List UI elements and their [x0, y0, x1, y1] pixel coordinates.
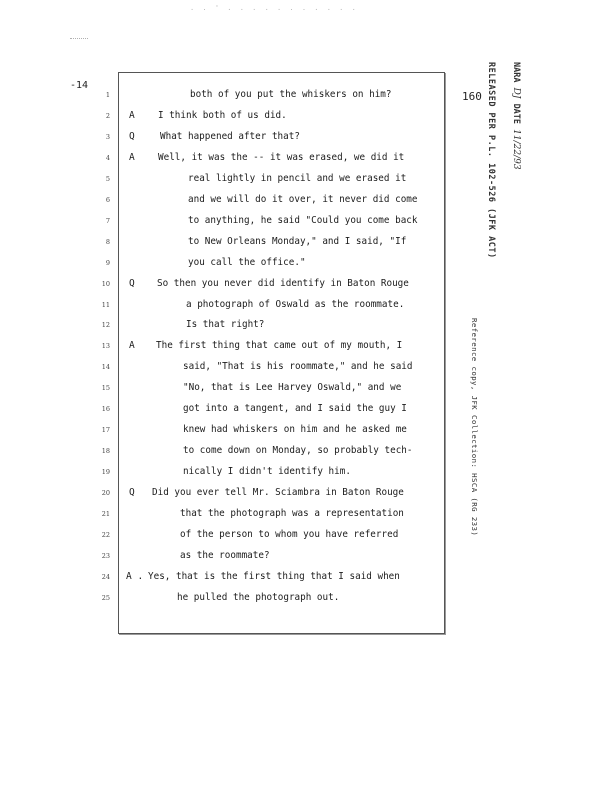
- reference-copy-note: Reference copy, JFK Collection: HSCA (RG 233): [470, 318, 479, 537]
- line-text: Yes, that is the first thing that I said when: [148, 570, 400, 582]
- line-number: 20: [101, 489, 110, 498]
- line-text: a photograph of Oswald as the roommate.: [186, 298, 405, 310]
- line-text: got into a tangent, and I said the guy I: [183, 403, 407, 415]
- line-number: 1: [105, 91, 110, 99]
- transcript-line: [0, 151, 470, 165]
- line-number: 24: [101, 572, 110, 581]
- side-page-label: -14: [70, 80, 89, 91]
- speaker-label: A: [129, 151, 135, 163]
- line-number: 2: [105, 111, 110, 120]
- line-number: 9: [105, 258, 110, 267]
- transcript-line: [0, 193, 470, 207]
- release-stamp: [485, 62, 496, 259]
- transcript-line: [0, 486, 470, 500]
- speaker-label: Q: [129, 487, 135, 499]
- page-number: 160: [462, 90, 482, 103]
- line-number: 25: [101, 593, 110, 602]
- transcript-line: [0, 130, 470, 144]
- line-number: 3: [105, 132, 110, 141]
- line-text: Well, it was the -- it was erased, we did it: [158, 151, 405, 163]
- transcript-line: [0, 109, 470, 123]
- transcript-line: [0, 549, 470, 563]
- speaker-label: A: [129, 109, 135, 121]
- line-number: 12: [101, 321, 110, 330]
- line-text: real lightly in pencil and we erased it: [188, 172, 407, 184]
- transcript-line: [0, 214, 470, 228]
- line-number: 16: [101, 405, 110, 414]
- transcript-line: [0, 591, 470, 605]
- speaker-label: Q: [129, 277, 135, 289]
- speaker-label: A: [129, 340, 135, 352]
- line-number: 5: [105, 174, 110, 183]
- date-value: 11/22/93: [511, 129, 521, 170]
- line-text: So then you never did identify in Baton Rouge: [157, 277, 409, 289]
- line-text: to New Orleans Monday," and I said, "If: [188, 235, 407, 247]
- line-text: "No, that is Lee Harvey Oswald," and we: [183, 382, 402, 394]
- transcript-line: [0, 570, 470, 584]
- line-number: 13: [101, 342, 110, 351]
- line-number: 11: [101, 300, 110, 309]
- line-number: 7: [105, 216, 110, 225]
- release-initials: DJ: [511, 87, 521, 99]
- line-text: as the roommate?: [180, 549, 270, 561]
- line-text: knew had whiskers on him and he asked me: [183, 424, 407, 436]
- line-number: 6: [105, 195, 110, 204]
- line-text: of the person to whom you have referred: [180, 528, 399, 540]
- transcript-line: [0, 465, 470, 479]
- transcript-line: [0, 298, 470, 312]
- transcript-line: [0, 88, 470, 102]
- transcript-line: [0, 339, 470, 353]
- speaker-label: Q: [129, 130, 135, 142]
- line-text: and we will do it over, it never did come: [188, 193, 418, 205]
- transcript-line: [0, 235, 470, 249]
- scan-mark: [70, 38, 88, 39]
- line-number: 18: [101, 447, 110, 456]
- line-text: Did you ever tell Mr. Sciambra in Baton Rouge: [152, 487, 404, 499]
- transcript-line: [0, 381, 470, 395]
- line-number: 21: [101, 510, 110, 518]
- line-number: 10: [101, 279, 110, 288]
- line-number: 14: [101, 363, 110, 372]
- line-text: Is that right?: [186, 319, 265, 331]
- line-number: 22: [101, 530, 110, 539]
- release-date-stamp: [510, 62, 521, 170]
- transcript-line: [0, 172, 470, 186]
- transcript-line: [0, 423, 470, 437]
- line-number: 8: [105, 237, 110, 246]
- speaker-label: A .: [126, 570, 144, 582]
- scan-header-noise: . . ' . . . . . . . . . . .: [190, 4, 358, 12]
- transcript-line: [0, 528, 470, 542]
- line-text: to anything, he said "Could you come back: [188, 214, 418, 226]
- transcript-line: [0, 277, 470, 291]
- transcript-line: [0, 256, 470, 270]
- release-stamp-line1: RELEASED PER P.L. 102-526 (JFK ACT): [486, 62, 496, 259]
- line-number: 17: [101, 426, 110, 435]
- line-text: to come down on Monday, so probably tech-: [183, 445, 413, 457]
- line-text: What happened after that?: [160, 130, 300, 142]
- date-label: DATE: [511, 103, 521, 125]
- line-number: 19: [101, 468, 110, 477]
- transcript-line: [0, 444, 470, 458]
- line-text: he pulled the photograph out.: [177, 591, 340, 603]
- transcript-line: [0, 360, 470, 374]
- line-number: 23: [101, 551, 110, 560]
- line-text: said, "That is his roommate," and he said: [183, 361, 413, 373]
- line-text: you call the office.": [188, 256, 306, 268]
- line-text: that the photograph was a representation: [180, 508, 404, 519]
- transcript-line: [0, 318, 470, 332]
- line-text: both of you put the whiskers on him?: [190, 89, 392, 100]
- transcript-line: [0, 507, 470, 521]
- transcript-line: [0, 402, 470, 416]
- line-number: 15: [101, 384, 110, 393]
- line-text: nically I didn't identify him.: [183, 466, 351, 478]
- line-text: The first thing that came out of my mouth, I: [156, 340, 403, 352]
- line-text: I think both of us did.: [158, 109, 287, 121]
- release-stamp-line2: NARA: [511, 62, 521, 83]
- line-number: 4: [105, 153, 110, 162]
